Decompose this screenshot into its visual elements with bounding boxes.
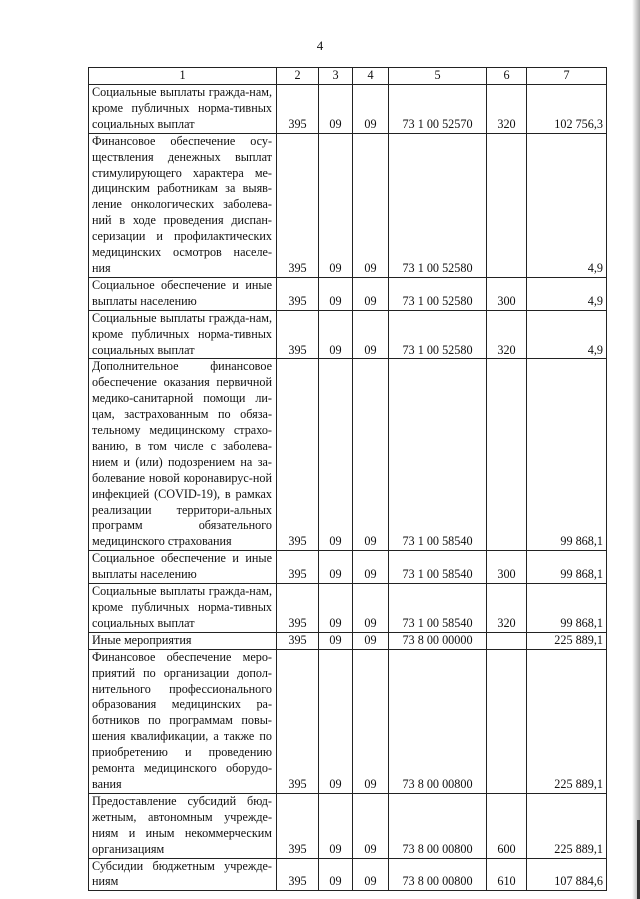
- row-amount: 225 889,1: [527, 632, 607, 649]
- table-row: [89, 858, 607, 891]
- table-row: [89, 310, 607, 359]
- row-name: Предоставление субсидий бюд-жетным, автономным учрежде-ниям и иным некоммерческим организациям: [89, 793, 277, 858]
- row-code-section: 09: [319, 858, 353, 891]
- row-amount: 4,9: [527, 133, 607, 277]
- row-code-section: 09: [319, 85, 353, 134]
- row-code-expense-type: 320: [487, 85, 527, 134]
- table-row: [89, 133, 607, 277]
- row-code-target: 73 1 00 58540: [389, 551, 487, 584]
- page-number: 4: [316, 38, 324, 53]
- header-row: [89, 68, 607, 85]
- table-row: [89, 551, 607, 584]
- row-code-section: 09: [319, 277, 353, 310]
- row-name: Социальные выплаты гражда-нам, кроме публичных норма-тивных социальных выплат: [89, 584, 277, 633]
- row-name: Социальное обеспечение и иные выплаты населению: [89, 277, 277, 310]
- row-code-subsection: 09: [353, 551, 389, 584]
- row-code-target: 73 8 00 00800: [389, 793, 487, 858]
- table-row: [89, 277, 607, 310]
- row-code-admin: 395: [277, 551, 319, 584]
- row-code-target: 73 1 00 52580: [389, 277, 487, 310]
- row-amount: 225 889,1: [527, 649, 607, 793]
- row-name: Финансовое обеспечение меро-приятий по организации допол-нительного профессионального образования медицинских ра-ботников по программам повы-шения квалификации, а также по приобретению и проведению ремонта медицинского оборудо-вания: [89, 649, 277, 793]
- row-code-admin: 395: [277, 858, 319, 891]
- row-amount: 99 868,1: [527, 584, 607, 633]
- row-code-section: 09: [319, 793, 353, 858]
- budget-table: [88, 67, 607, 891]
- row-code-expense-type: [487, 133, 527, 277]
- row-code-expense-type: 320: [487, 310, 527, 359]
- row-code-target: 73 1 00 52580: [389, 310, 487, 359]
- row-code-target: 73 8 00 00800: [389, 858, 487, 891]
- row-code-admin: 395: [277, 133, 319, 277]
- table-body: [89, 85, 607, 891]
- row-name: Дополнительное финансовое обеспечение оказания первичной медико-санитарной помощи ли-цам, застрахованным по обяза-тельному медицинскому страхо-ванию, в том числе с заболева-нием и (или) подозрением на за-болевание новой коронавирус-ной инфекцией (COVID-19), в рамках реализации территори-альных программ обязательного медицинского страхования: [89, 359, 277, 551]
- row-code-admin: 395: [277, 310, 319, 359]
- row-code-section: 09: [319, 584, 353, 633]
- row-code-subsection: 09: [353, 584, 389, 633]
- table-row: [89, 359, 607, 551]
- row-code-expense-type: 300: [487, 551, 527, 584]
- row-code-section: 09: [319, 310, 353, 359]
- row-code-subsection: 09: [353, 85, 389, 134]
- header-col-2: 2: [277, 68, 319, 85]
- row-amount: 102 756,3: [527, 85, 607, 134]
- row-code-subsection: 09: [353, 793, 389, 858]
- row-code-section: 09: [319, 133, 353, 277]
- row-code-admin: 395: [277, 649, 319, 793]
- row-code-target: 73 1 00 58540: [389, 584, 487, 633]
- row-code-subsection: 09: [353, 649, 389, 793]
- table-row: [89, 793, 607, 858]
- row-code-expense-type: 320: [487, 584, 527, 633]
- row-code-admin: 395: [277, 793, 319, 858]
- row-code-expense-type: 600: [487, 793, 527, 858]
- row-code-target: 73 1 00 52570: [389, 85, 487, 134]
- row-name: Финансовое обеспечение осу-ществления денежных выплат стимулирующего характера ме-дицинским работникам за выяв-ление онкологических заболева-ний в ходе проведения диспан-серизации и профилактических медицинских осмотров населе-ния: [89, 133, 277, 277]
- row-name: Социальные выплаты гражда-нам, кроме публичных норма-тивных социальных выплат: [89, 85, 277, 134]
- row-amount: 4,9: [527, 310, 607, 359]
- row-code-target: 73 1 00 58540: [389, 359, 487, 551]
- header-col-5: 5: [389, 68, 487, 85]
- table-row: [89, 632, 607, 649]
- row-amount: 99 868,1: [527, 359, 607, 551]
- row-code-admin: 395: [277, 359, 319, 551]
- row-code-subsection: 09: [353, 310, 389, 359]
- row-code-section: 09: [319, 551, 353, 584]
- row-code-expense-type: [487, 359, 527, 551]
- row-code-expense-type: [487, 649, 527, 793]
- header-col-6: 6: [487, 68, 527, 85]
- row-code-subsection: 09: [353, 277, 389, 310]
- row-name: Субсидии бюджетным учрежде-ниям: [89, 858, 277, 891]
- row-amount: 225 889,1: [527, 793, 607, 858]
- row-code-section: 09: [319, 359, 353, 551]
- header-col-4: 4: [353, 68, 389, 85]
- row-code-expense-type: [487, 632, 527, 649]
- header-col-3: 3: [319, 68, 353, 85]
- row-name: Социальное обеспечение и иные выплаты населению: [89, 551, 277, 584]
- row-amount: 107 884,6: [527, 858, 607, 891]
- row-name: Социальные выплаты гражда-нам, кроме публичных норма-тивных социальных выплат: [89, 310, 277, 359]
- row-code-subsection: 09: [353, 632, 389, 649]
- row-amount: 4,9: [527, 277, 607, 310]
- row-code-admin: 395: [277, 584, 319, 633]
- row-code-subsection: 09: [353, 858, 389, 891]
- table-row: [89, 584, 607, 633]
- row-code-subsection: 09: [353, 133, 389, 277]
- scan-shadow-edge: [632, 0, 640, 899]
- row-name: Иные мероприятия: [89, 632, 277, 649]
- table-row: [89, 85, 607, 134]
- row-code-section: 09: [319, 649, 353, 793]
- row-code-admin: 395: [277, 277, 319, 310]
- header-col-1: 1: [89, 68, 277, 85]
- row-code-admin: 395: [277, 632, 319, 649]
- header-col-7: 7: [527, 68, 607, 85]
- row-code-section: 09: [319, 632, 353, 649]
- row-code-target: 73 8 00 00800: [389, 649, 487, 793]
- row-code-expense-type: 300: [487, 277, 527, 310]
- table-row: [89, 649, 607, 793]
- row-code-subsection: 09: [353, 359, 389, 551]
- row-code-expense-type: 610: [487, 858, 527, 891]
- row-code-target: 73 1 00 52580: [389, 133, 487, 277]
- row-amount: 99 868,1: [527, 551, 607, 584]
- row-code-target: 73 8 00 00000: [389, 632, 487, 649]
- row-code-admin: 395: [277, 85, 319, 134]
